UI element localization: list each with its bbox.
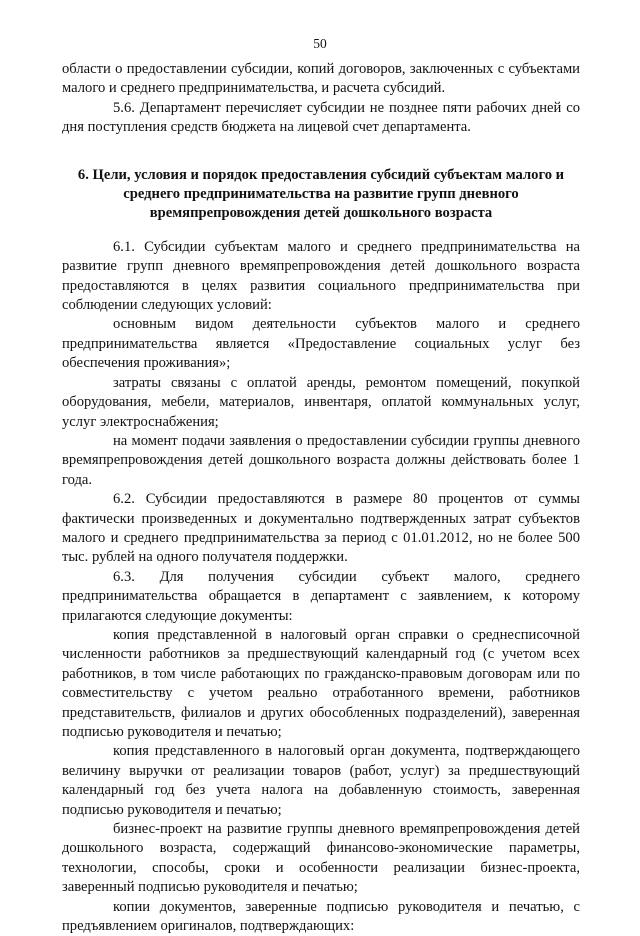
document-copies: копии документов, заверенные подписью руководителя и печатью, с предъявлением оригиналов, подтверждающих: (62, 898, 580, 935)
paragraph-6-3: 6.3. Для получения субсидии субъект малого, среднего предпринимательства обращается в департамент с заявлением, к которому прилагаются следующие документы: (62, 568, 580, 624)
document-body (62, 60, 580, 936)
section-heading: 6. Цели, условия и порядок предоставления субсидий субъектам малого и среднего предпринимательства на развитие групп дневного времяпрепровождения детей дошкольного возраста (77, 166, 565, 222)
condition-duration: на момент подачи заявления о предоставлении субсидии группы дневного времяпрепровождения детей дошкольного возраста должны действовать более 1 года. (62, 432, 580, 488)
condition-main-activity: основным видом деятельности субъектов малого и среднего предпринимательства является «Предоставление социальных услуг без обеспечения проживания»; (62, 316, 580, 372)
document-business-project: бизнес-проект на развитие группы дневного времяпрепровождения детей дошкольного возраста, содержащий финансово-экономические параметры, технологии, способы, сроки и особенности реализации бизнес-проекта, заверенный подписью руководителя и печатью; (62, 821, 580, 896)
document-revenue-certificate: копия представленного в налоговый орган документа, подтверждающего величину выручки от реализации товаров (работ, услуг) за предшествующий календарный год без учета налога на добавленную стоимость, заверенная подписью руководителя и печатью; (62, 743, 580, 818)
paragraph-6-2: 6.2. Субсидии предоставляются в размере 80 процентов от суммы фактически произведенных и документально подтвержденных затрат субъектов малого и среднего предпринимательства за период с 01.01.2012, но не более 500 тыс. рублей на одного получателя поддержки. (62, 491, 580, 566)
paragraph-6-1: 6.1. Субсидии субъектам малого и среднего предпринимательства на развитие групп дневного времяпрепровождения детей дошкольного возраста предоставляются в целях развития социального предпринимательства при соблюдении следующих условий: (62, 238, 580, 314)
paragraph-continuation: области о предоставлении субсидии, копий договоров, заключенных с субъектами малого и среднего предпринимательства, и расчета субсидий. (62, 61, 580, 97)
condition-costs: затраты связаны с оплатой аренды, ремонтом помещений, покупкой оборудования, мебели, материалов, инвентаря, оплатой коммунальных услуг, услуг электроснабжения; (62, 374, 580, 430)
page-number: 50 (313, 36, 327, 51)
document-headcount-certificate: копия представленной в налоговый орган справки о среднесписочной численности работников за предшествующий календарный год (с учетом всех работников, в том числе работающих по гражданско-правовым договорам или по совместительству с учетом реально отработанного времени, работников представительств, филиалов и других обособленных подразделений), заверенная подписью руководителя и печатью; (62, 626, 580, 740)
paragraph-5-6: 5.6. Департамент перечисляет субсидии не позднее пяти рабочих дней со дня поступления средств бюджета на лицевой счет департамента. (62, 99, 580, 136)
